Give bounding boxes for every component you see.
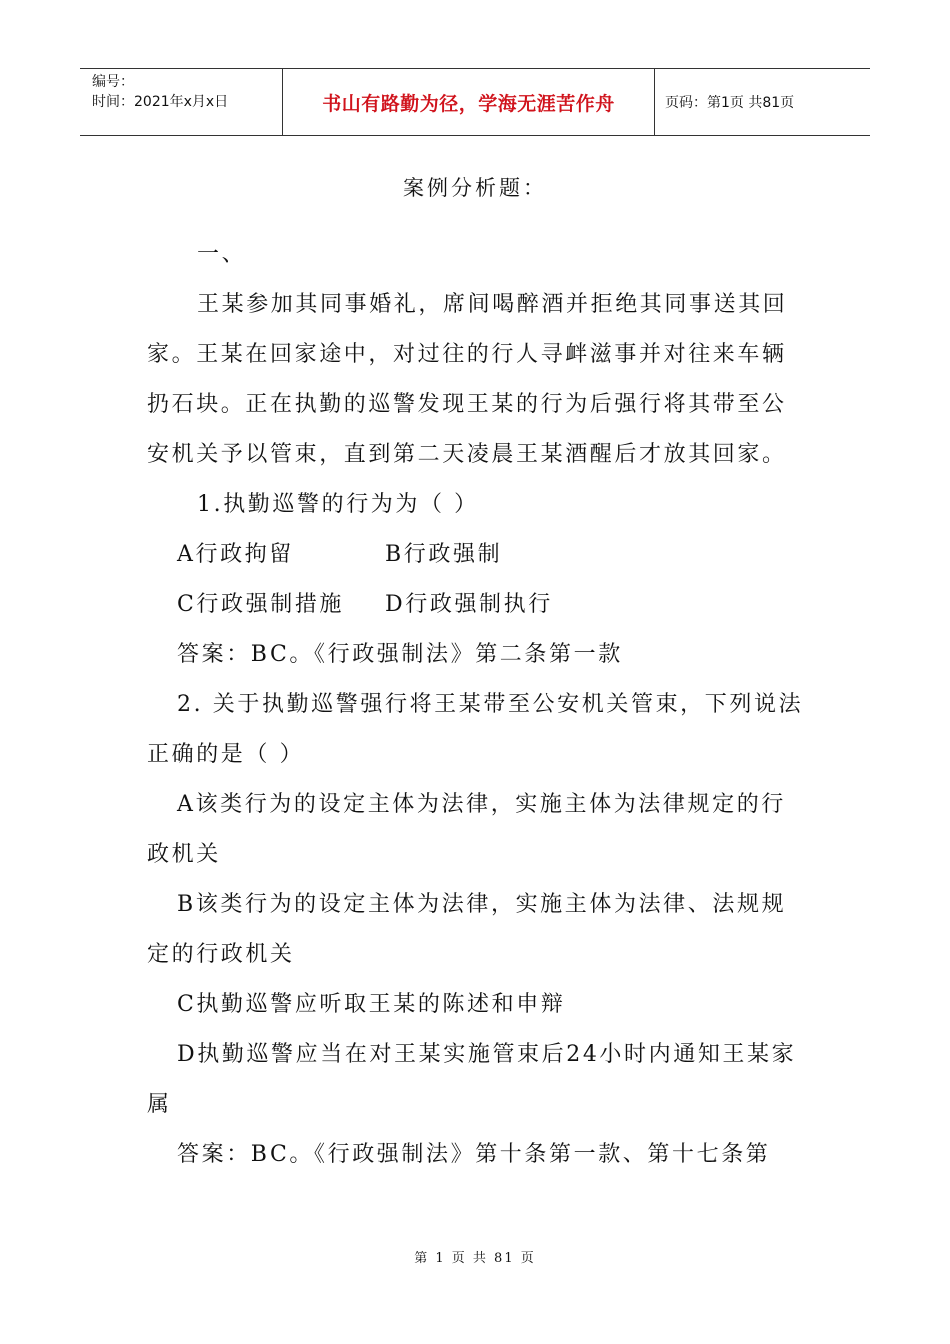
q2-option-d: D执勤巡警应当在对王某实施管束后24小时内通知王某家属 <box>147 1042 797 1117</box>
q1-options-row-2 <box>147 580 807 630</box>
document-header <box>80 68 870 136</box>
q2-option-a: A该类行为的设定主体为法律，实施主体为法律规定的行政机关 <box>147 792 786 867</box>
q2-option-c: C执勤巡警应听取王某的陈述和申辩 <box>177 992 566 1017</box>
header-meta <box>80 69 283 135</box>
question-1: 1.执勤巡警的行为为（ ） <box>197 492 479 517</box>
q1-options-row-1 <box>147 530 807 580</box>
q1-option-a: A行政拘留 <box>177 542 294 567</box>
page-title: 案例分析题： <box>403 176 547 200</box>
q1-option-c: C行政强制措施 <box>177 592 345 617</box>
q1-answer: 答案：BC。《行政强制法》第二条第一款 <box>177 642 623 667</box>
case-paragraph: 王某参加其同事婚礼，席间喝醉酒并拒绝其同事送其回家。王某在回家途中，对过往的行人寻衅滋事并对往来车辆扔石块。正在执勤的巡警发现王某的行为后强行将其带至公安机关予以管束，直到第二天凌晨王某酒醒后才放其回家。 <box>147 292 788 467</box>
q2-answer: 答案：BC。《行政强制法》第十条第一款、第十七条第 <box>177 1142 771 1167</box>
page-info-text: 页码：第1页 共81页 <box>665 95 795 111</box>
header-page-info <box>655 69 870 135</box>
question-2: 2. 关于执勤巡警强行将王某带至公安机关管束，下列说法正确的是（ ） <box>147 692 804 767</box>
q1-option-b: B行政强制 <box>385 542 503 567</box>
time-label: 时间：2021年x月x日 <box>92 94 229 110</box>
q1-option-d: D行政强制执行 <box>385 592 553 617</box>
header-motto-cell <box>283 69 655 135</box>
q2-option-b: B该类行为的设定主体为法律，实施主体为法律、法规规定的行政机关 <box>147 892 787 967</box>
document-body <box>147 230 807 1180</box>
page-footer: 第 1 页 共 81 页 <box>414 1251 536 1266</box>
number-label: 编号： <box>92 74 134 90</box>
section-heading: 一、 <box>197 242 247 267</box>
motto-text: 书山有路勤为径，学海无涯苦作舟 <box>322 92 615 115</box>
